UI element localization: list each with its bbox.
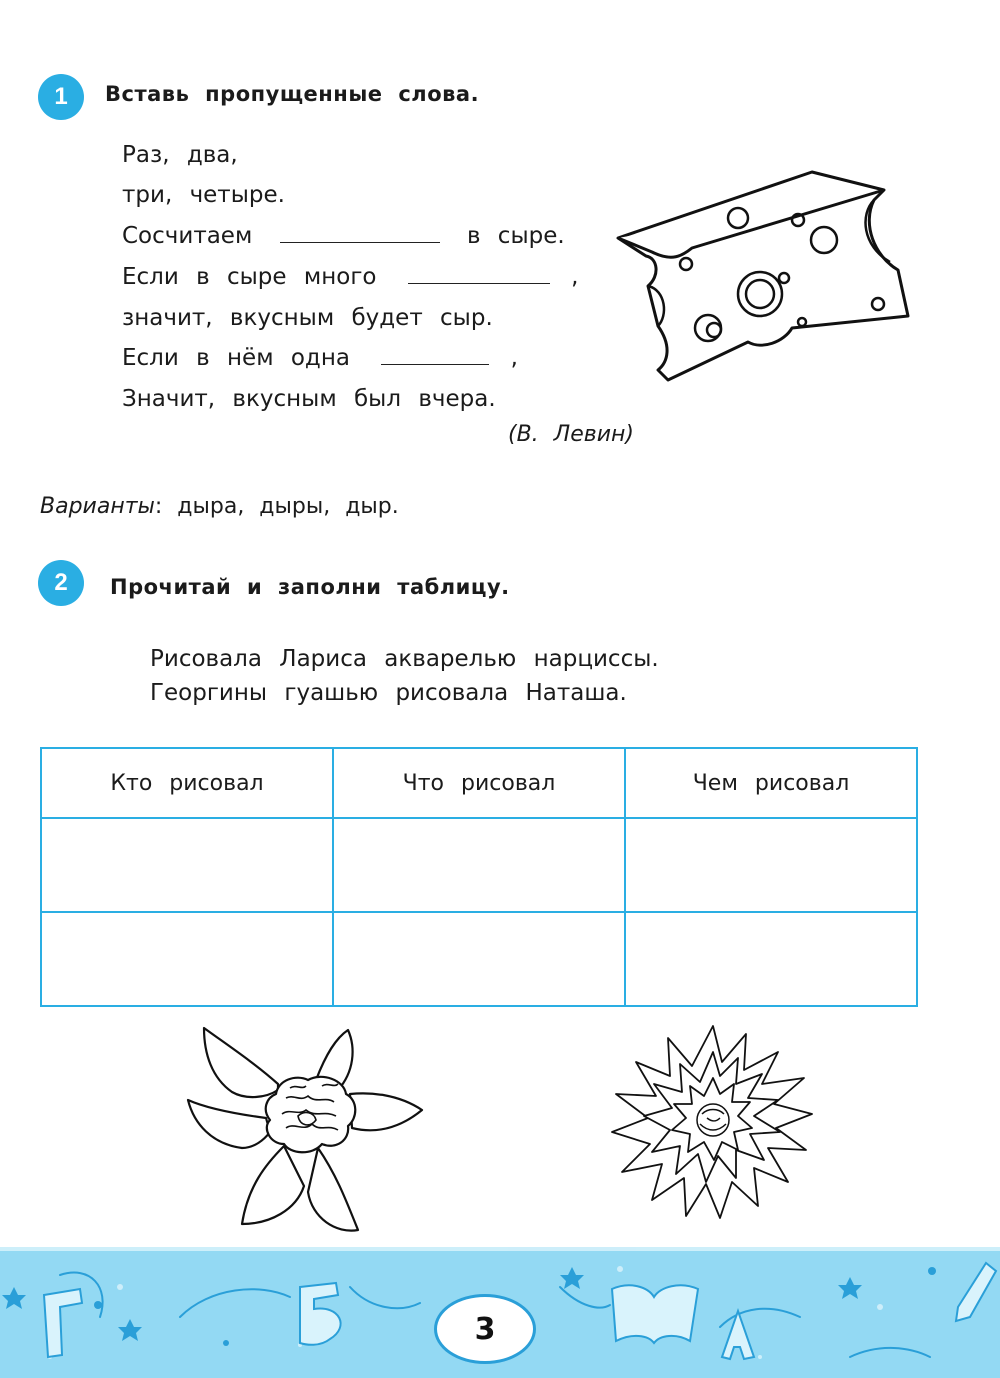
variants-line — [40, 494, 399, 519]
table-answer-cell[interactable] — [41, 818, 333, 912]
table-answer-cell[interactable] — [625, 818, 917, 912]
poem-author: (В. Левин) — [508, 422, 634, 447]
story-line: Георгины гуашью рисовала Наташа. — [150, 680, 627, 706]
variants-text: : дыра, дыры, дыр. — [154, 494, 399, 519]
poem-text: в сыре. — [466, 223, 565, 249]
task-title: Вставь пропущенные слова. — [105, 82, 480, 106]
poem-line — [122, 264, 578, 290]
answer-blank[interactable] — [408, 265, 550, 284]
poem-line: Раз, два, — [122, 142, 238, 168]
table-answer-cell[interactable] — [333, 912, 625, 1006]
letter-shape — [300, 1283, 341, 1345]
poem-line: значит, вкусным будет сыр. — [122, 305, 493, 331]
dahlia-illustration — [608, 1022, 818, 1222]
table-answer-cell[interactable] — [41, 912, 333, 1006]
task-number-badge: 2 — [38, 560, 84, 606]
table-row — [41, 912, 917, 1006]
table-header-row — [41, 748, 917, 818]
task-number-badge: 1 — [38, 74, 84, 120]
answer-blank[interactable] — [381, 346, 489, 365]
table-header-cell: Чем рисовал — [625, 748, 917, 818]
cheese-illustration — [612, 166, 912, 386]
variants-label: Варианты — [40, 494, 155, 519]
table-answer-cell[interactable] — [625, 912, 917, 1006]
task-title: Прочитай и заполни таблицу. — [110, 575, 510, 599]
table-header-cell: Что рисовал — [333, 748, 625, 818]
story-line: Рисовала Лариса акварелью нарциссы. — [150, 646, 659, 672]
table-answer-cell[interactable] — [333, 818, 625, 912]
poem-line: Значит, вкусным был вчера. — [122, 386, 496, 412]
poem-text: , — [510, 345, 518, 371]
poem-line — [122, 345, 518, 371]
poem-text: Если в нём одна — [122, 345, 350, 371]
page-number: 3 — [434, 1294, 536, 1364]
narcissus-illustration — [186, 1024, 426, 1234]
poem-line: три, четыре. — [122, 182, 285, 208]
poem-text: , — [571, 264, 579, 290]
poem-line — [122, 223, 565, 249]
answer-table — [40, 747, 918, 1007]
poem-text: Если в сыре много — [122, 264, 377, 290]
table-header-cell: Кто рисовал — [41, 748, 333, 818]
poem-text: Сосчитаем — [122, 223, 253, 249]
table-row — [41, 818, 917, 912]
answer-blank[interactable] — [280, 224, 440, 243]
